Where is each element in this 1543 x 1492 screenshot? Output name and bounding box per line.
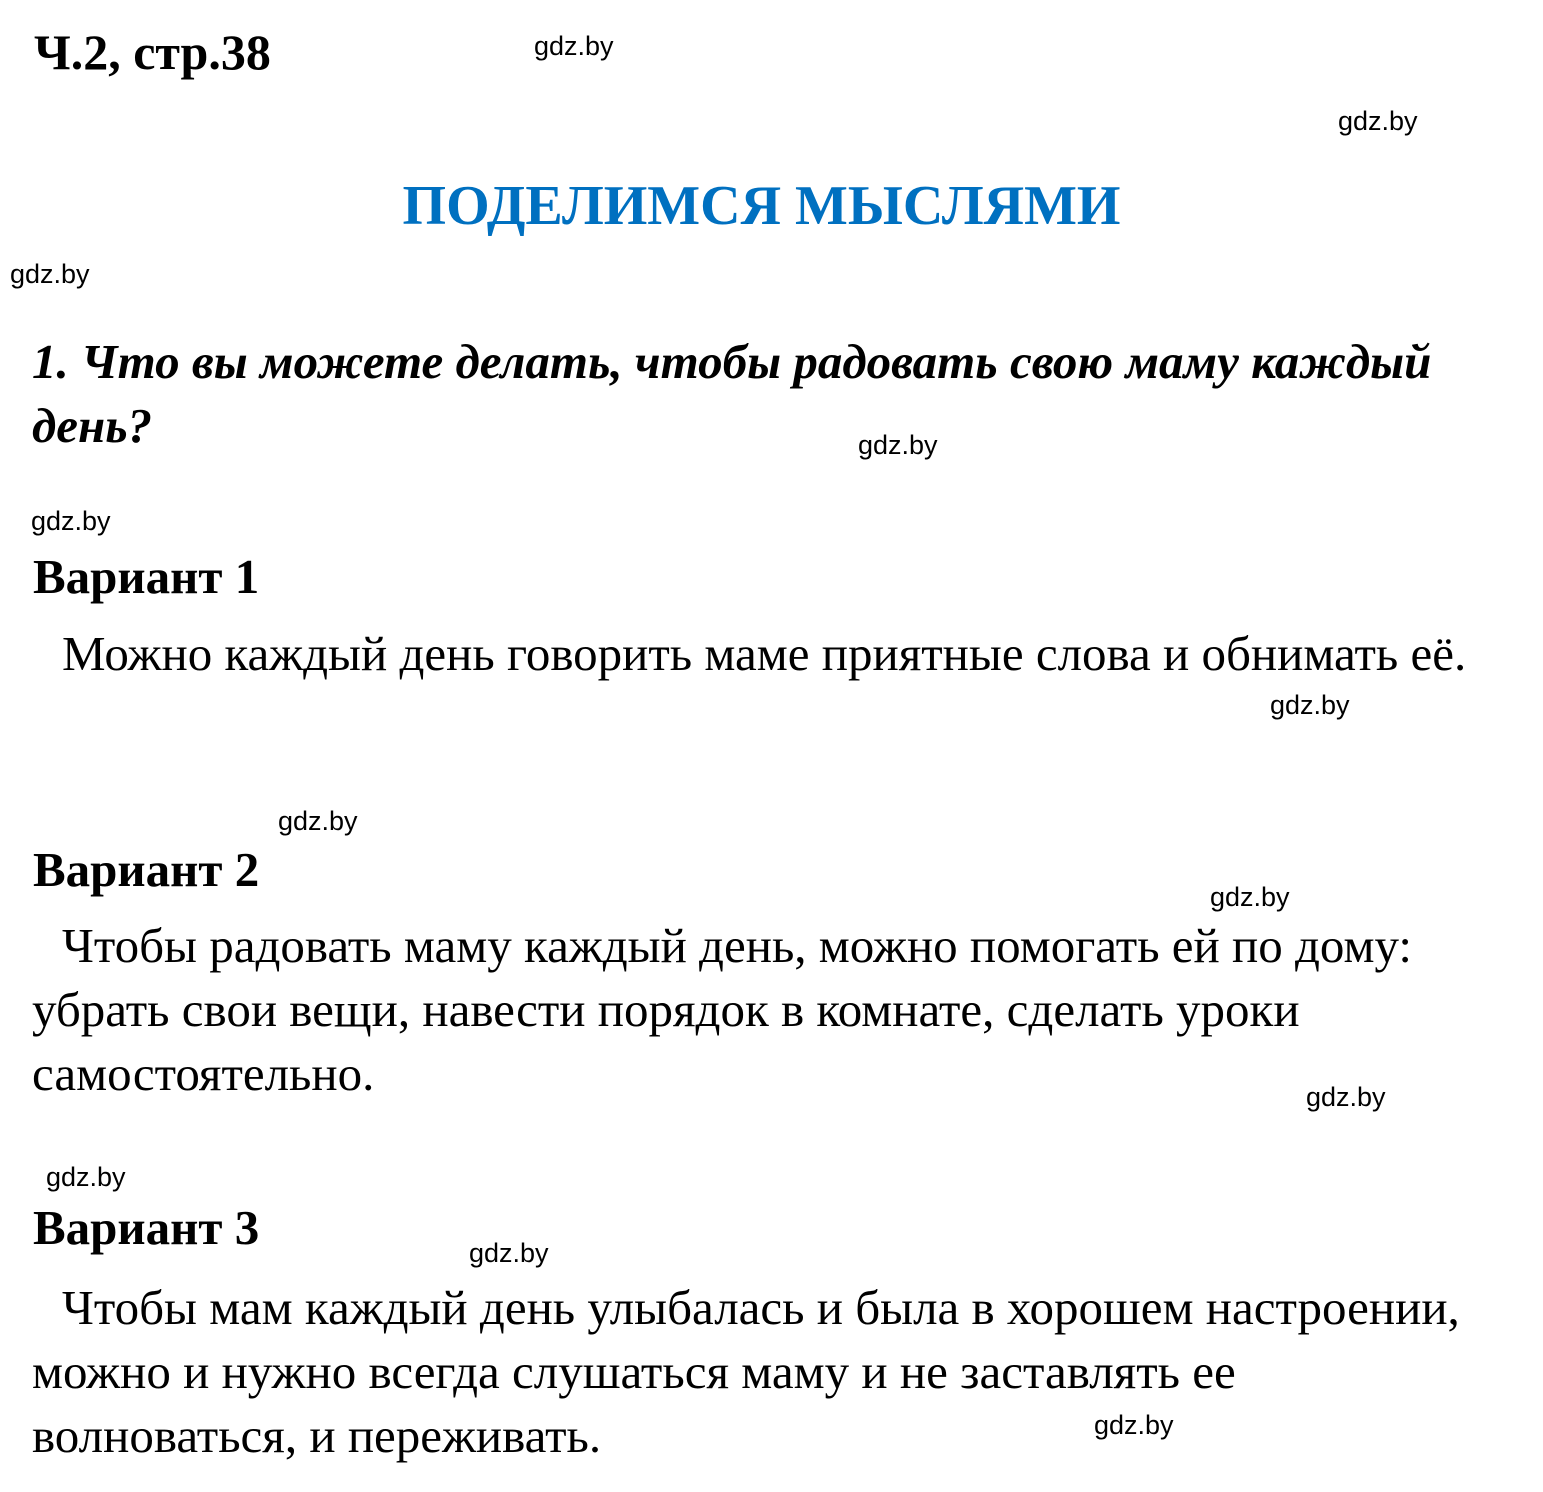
variant-1-heading: Вариант 1 (33, 549, 260, 604)
variant-3-heading: Вариант 3 (33, 1200, 260, 1255)
watermark: gdz.by (858, 430, 938, 460)
watermark: gdz.by (10, 259, 90, 289)
watermark: gdz.by (1270, 690, 1350, 720)
variant-1-answer: Можно каждый день говорить маме приятные слова и обнимать её. (62, 626, 1467, 681)
variant-2-answer: Чтобы радовать маму каждый день, можно помогать ей по дому: убрать свои вещи, навести порядок в комнате, сделать уроки самостоятельно. (32, 918, 1412, 1101)
watermark: gdz.by (31, 506, 111, 536)
variant-3-answer: Чтобы мам каждый день улыбалась и была в хорошем настроении, можно и нужно всегда слушаться маму и не заставлять ее волноваться, и переживать. (32, 1280, 1460, 1463)
watermark: gdz.by (278, 806, 358, 836)
watermark: gdz.by (534, 31, 614, 61)
watermark: gdz.by (1094, 1410, 1174, 1440)
page-reference: Ч.2, стр.38 (34, 24, 271, 80)
watermark: gdz.by (1306, 1082, 1386, 1112)
variant-2-heading: Вариант 2 (33, 842, 260, 897)
watermark: gdz.by (469, 1238, 549, 1268)
watermark: gdz.by (46, 1162, 126, 1192)
section-title: ПОДЕЛИМСЯ МЫСЛЯМИ (402, 175, 1121, 237)
question-text: 1. Что вы можете делать, чтобы радовать свою маму каждый день? (32, 334, 1432, 453)
watermark: gdz.by (1210, 882, 1290, 912)
watermark: gdz.by (1338, 106, 1418, 136)
